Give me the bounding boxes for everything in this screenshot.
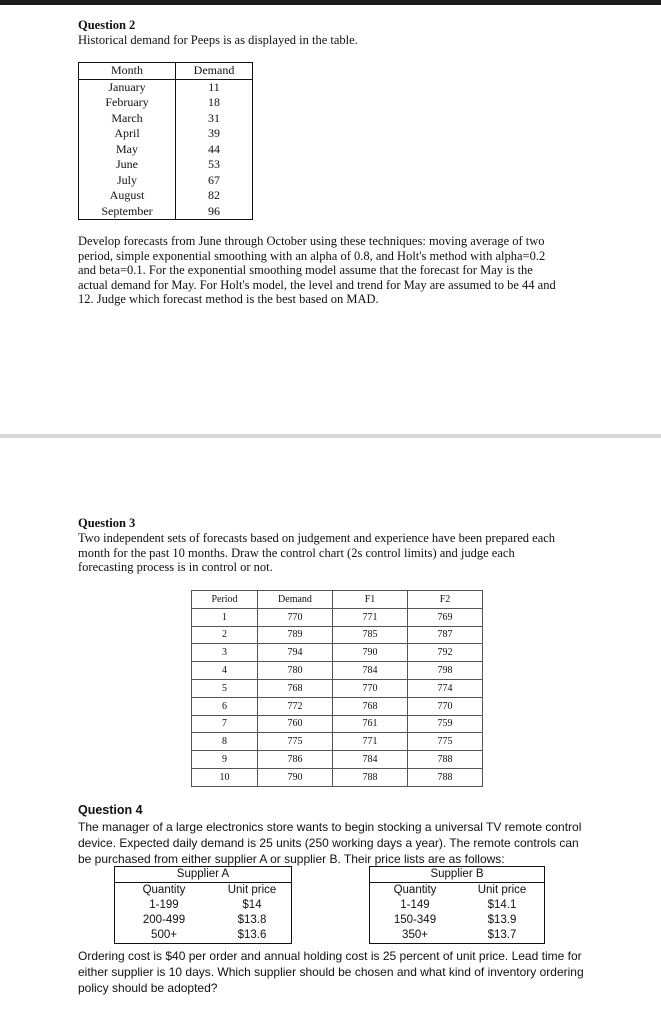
demand-cell: 44: [176, 142, 253, 158]
month-cell: June: [79, 157, 176, 173]
table-row: [115, 883, 292, 899]
table-row: [79, 157, 253, 173]
demand-cell: 82: [176, 188, 253, 204]
quantity-cell: 150-349: [370, 913, 461, 928]
demand-cell: 780: [258, 662, 333, 680]
question-3-paragraph: [78, 531, 555, 575]
table-row: [370, 898, 545, 913]
table-row: [370, 913, 545, 928]
paragraph-line: period, simple exponential smoothing with an alpha of 0.8, and Holt's method with alpha=0.2: [78, 248, 546, 263]
question-4-paragraph: [78, 819, 581, 867]
f1-cell: 768: [333, 697, 408, 715]
table-row: [115, 928, 292, 944]
month-cell: September: [79, 204, 176, 220]
month-cell: May: [79, 142, 176, 158]
f2-cell: 774: [408, 679, 483, 697]
paragraph-line: The manager of a large electronics store wants to begin stocking a universal TV remote control: [78, 820, 582, 834]
page-divider: [0, 434, 661, 438]
month-cell: January: [79, 79, 176, 95]
f2-cell: 798: [408, 662, 483, 680]
paragraph-line: Ordering cost is $40 per order and annual holding cost is 25 percent of unit price. Lead time for: [78, 949, 582, 963]
f2-cell: 787: [408, 626, 483, 644]
period-cell: 10: [192, 768, 258, 786]
demand-cell: 775: [258, 733, 333, 751]
supplier-a-name: Supplier A: [115, 867, 292, 883]
table-row: [370, 928, 545, 944]
quantity-cell: 1-199: [115, 898, 214, 913]
demand-header: Demand: [258, 591, 333, 609]
f1-cell: 770: [333, 679, 408, 697]
table-row: [370, 883, 545, 899]
demand-cell: 11: [176, 79, 253, 95]
f2-cell: 769: [408, 608, 483, 626]
month-cell: March: [79, 111, 176, 127]
table-row: [192, 608, 483, 626]
f1-cell: 761: [333, 715, 408, 733]
supplier-b-name: Supplier B: [370, 867, 545, 883]
demand-cell: 772: [258, 697, 333, 715]
quantity-cell: 200-499: [115, 913, 214, 928]
f1-cell: 771: [333, 733, 408, 751]
table-row: [79, 111, 253, 127]
demand-table: [78, 62, 253, 220]
table-row: [79, 95, 253, 111]
table-row: [192, 751, 483, 769]
quantity-header: Quantity: [115, 883, 214, 899]
paragraph-line: 12. Judge which forecast method is the best based on MAD.: [78, 292, 379, 306]
paragraph-line: actual demand for May. For Holt's model, the level and trend for May are assumed to be 44 and: [78, 277, 556, 292]
paragraph-line: Two independent sets of forecasts based on judgement and experience have been prepared each: [78, 531, 556, 545]
demand-cell: 786: [258, 751, 333, 769]
table-row: [192, 662, 483, 680]
f1-cell: 788: [333, 768, 408, 786]
period-cell: 3: [192, 644, 258, 662]
quantity-cell: 500+: [115, 928, 214, 944]
unit-price-cell: $13.7: [460, 928, 545, 944]
question-4-closing: [78, 948, 584, 996]
table-row: [79, 204, 253, 220]
table-header-row: [192, 591, 483, 609]
paragraph-line: device. Expected daily demand is 25 units (250 working days a year). The remote controls can: [78, 836, 579, 850]
unit-price-cell: $13.9: [460, 913, 545, 928]
top-bar: [0, 0, 661, 5]
month-cell: August: [79, 188, 176, 204]
month-cell: April: [79, 126, 176, 142]
demand-cell: 96: [176, 204, 253, 220]
period-cell: 9: [192, 751, 258, 769]
demand-cell: 760: [258, 715, 333, 733]
forecast-table: [191, 590, 483, 787]
table-row: [79, 142, 253, 158]
paragraph-line: policy should be adopted?: [78, 981, 218, 995]
paragraph-line: Develop forecasts from June through October using these techniques: moving average of two: [78, 234, 545, 248]
demand-cell: 53: [176, 157, 253, 173]
unit-price-cell: $14.1: [460, 898, 545, 913]
demand-cell: 18: [176, 95, 253, 111]
demand-cell: 67: [176, 173, 253, 189]
period-cell: 1: [192, 608, 258, 626]
f1-cell: 790: [333, 644, 408, 662]
period-cell: 6: [192, 697, 258, 715]
f1-cell: 785: [333, 626, 408, 644]
paragraph-line: be purchased from either supplier A or supplier B. Their price lists are as follows:: [78, 852, 505, 866]
supplier-header-row: [370, 867, 545, 883]
month-cell: July: [79, 173, 176, 189]
table-row: [79, 126, 253, 142]
table-row: [192, 697, 483, 715]
table-row: [192, 733, 483, 751]
f2-cell: 770: [408, 697, 483, 715]
unit-price-header: Unit price: [213, 883, 292, 899]
f2-header: F2: [408, 591, 483, 609]
demand-cell: 39: [176, 126, 253, 142]
f1-header: F1: [333, 591, 408, 609]
period-cell: 4: [192, 662, 258, 680]
demand-cell: 31: [176, 111, 253, 127]
period-header: Period: [192, 591, 258, 609]
question-2-paragraph: [78, 234, 556, 307]
paragraph-line: forecasting process is in control or not.: [78, 560, 273, 574]
unit-price-cell: $13.8: [213, 913, 292, 928]
period-cell: 7: [192, 715, 258, 733]
demand-header: Demand: [176, 63, 253, 80]
f2-cell: 759: [408, 715, 483, 733]
unit-price-header: Unit price: [460, 883, 545, 899]
quantity-header: Quantity: [370, 883, 461, 899]
paragraph-line: and beta=0.1. For the exponential smoothing model assume that the forecast for May is the: [78, 263, 533, 277]
month-header: Month: [79, 63, 176, 80]
table-header-row: [79, 63, 253, 80]
question-2-title: Question 2: [78, 18, 136, 32]
f2-cell: 788: [408, 751, 483, 769]
period-cell: 5: [192, 679, 258, 697]
f1-cell: 784: [333, 662, 408, 680]
question-2-intro: Historical demand for Peeps is as displayed in the table.: [78, 33, 358, 47]
f2-cell: 792: [408, 644, 483, 662]
demand-cell: 789: [258, 626, 333, 644]
table-row: [79, 173, 253, 189]
table-row: [192, 768, 483, 786]
f2-cell: 775: [408, 733, 483, 751]
question-4-title: Question 4: [78, 803, 143, 817]
f2-cell: 788: [408, 768, 483, 786]
supplier-header-row: [115, 867, 292, 883]
demand-cell: 790: [258, 768, 333, 786]
quantity-cell: 350+: [370, 928, 461, 944]
table-row: [192, 679, 483, 697]
table-row: [192, 626, 483, 644]
supplier-a-table: [114, 866, 292, 944]
demand-cell: 794: [258, 644, 333, 662]
period-cell: 2: [192, 626, 258, 644]
table-row: [115, 898, 292, 913]
period-cell: 8: [192, 733, 258, 751]
f1-cell: 784: [333, 751, 408, 769]
month-cell: February: [79, 95, 176, 111]
paragraph-line: either supplier is 10 days. Which supplier should be chosen and what kind of inventory ordering: [78, 965, 584, 979]
table-row: [79, 79, 253, 95]
quantity-cell: 1-149: [370, 898, 461, 913]
table-row: [192, 715, 483, 733]
paragraph-line: month for the past 10 months. Draw the control chart (2s control limits) and judge each: [78, 545, 515, 560]
demand-cell: 770: [258, 608, 333, 626]
table-row: [79, 188, 253, 204]
supplier-b-table: [369, 866, 545, 944]
unit-price-cell: $13.6: [213, 928, 292, 944]
table-row: [115, 913, 292, 928]
demand-cell: 768: [258, 679, 333, 697]
table-row: [192, 644, 483, 662]
question-3-title: Question 3: [78, 516, 136, 530]
f1-cell: 771: [333, 608, 408, 626]
unit-price-cell: $14: [213, 898, 292, 913]
